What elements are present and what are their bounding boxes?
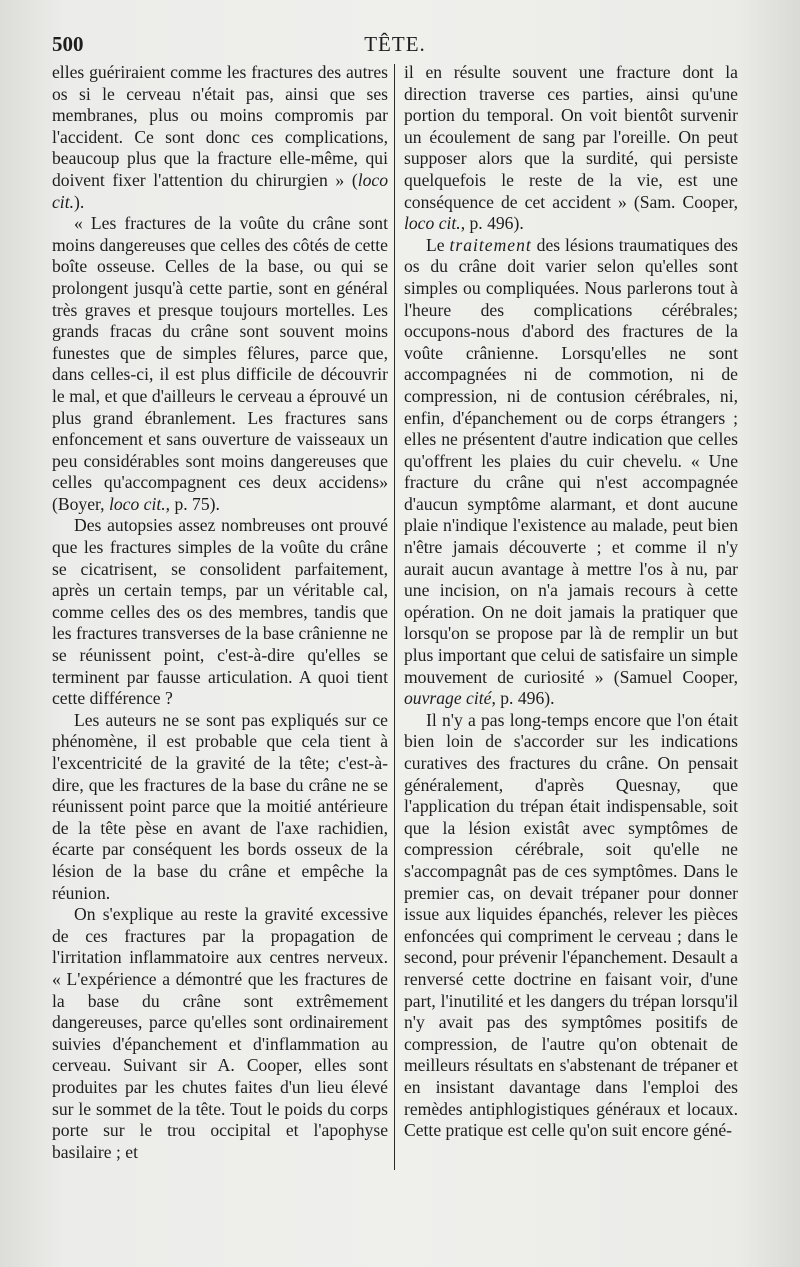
page-header: [50, 30, 740, 60]
text-run: , p. 496).: [460, 213, 524, 234]
italic-term: traitement: [449, 234, 532, 255]
running-title: TÊTE.: [364, 32, 426, 56]
italic-citation: loco cit.: [404, 213, 461, 234]
text-run: Des autopsies assez nombreuses ont prouvé que les fractures simples de la voûte du crâne se cicatrisent, se consolident parfaitement, après un certain temps, par un véritable cal, comme celles des os des membres, tandis que les fractures transverses de la base crânienne ne se réunissent point, c'est-à-dire qu'elles se terminent par fausse articulation. A quoi tient cette différence ?: [52, 515, 388, 709]
paragraph: [52, 710, 388, 904]
text-run: , p. 496).: [491, 688, 555, 709]
paragraph: [52, 515, 388, 709]
text-run: Il n'y a pas long-temps encore que l'on était bien loin de s'accorder sur les indications curatives des fractures du crâne. On pensait généralement, d'après Quesnay, que l'application du trépan était indispensable, soit que la lésion existât avec symptômes de compression cérébrale, soit qu'elle ne s'accompagnât pas de ces symptômes. Dans le premier cas, on devait trépaner pour donner issue aux liquides épanchés, relever les pièces enfoncées qui compriment le cerveau ; dans le second, pour prévenir l'épanchement. Desault a renversé cette doctrine en faisant voir, d'une part, l'inutilité et les dangers du trépan lorsqu'il n'y avait pas des symptômes positifs de compression, de l'autre qu'on obtenait de meilleurs résultats en s'abstenant de trépaner et en insistant davantage dans l'emploi des remèdes antiphlogistiques généraux et locaux. Cette pratique est celle qu'on suit encore géné-: [404, 709, 738, 1141]
paragraph: [404, 710, 738, 1142]
text-run: elles guériraient comme les fractures des autres os si le cerveau n'était pas, ainsi que ses membranes, plus ou moins compromis par l'accident. Ce sont donc ces complications, beaucoup plus que la fracture elle-même, qui doivent fixer l'attention du chirurgien » (: [52, 62, 388, 190]
italic-citation: loco cit.: [108, 493, 166, 514]
paragraph: [52, 213, 388, 515]
text-run: « Les fractures de la voûte du crâne sont moins dangereuses que celles des côtés de cette boîte osseuse. Celles de la base, ou qui se prolongent jusqu'à cette partie, sont en général très graves et presque toujours mortelles. Les grands fracas du crâne sont souvent moins funestes que de simples fêlures, parce que, dans celles-ci, il est plus difficile de découvrir le mal, et que d'ailleurs le cerveau a éprouvé un plus grand ébranlement. Les fractures sans enfoncement et sans ouverture de vaisseaux un peu considérables sont moins dangereuses que celles qu'accompagnent ces deux accidens» (Boyer,: [52, 213, 388, 514]
page-number: 500: [52, 32, 84, 56]
text-run: Les auteurs ne se sont pas expliqués sur ce phénomène, il est probable que cela tient à l'excentricité de la gravité de la tête; c'est-à-dire, que les fractures de la base du crâne ne se réunissent point parce que la moitié antérieure de la tête pèse en avant de l'axe rachidien, écarte par conséquent les bords osseux de la lésion de la base du crâne et empêche la réunion.: [52, 709, 388, 903]
text-run: On s'explique au reste la gravité excessive de ces fractures par la propagation de l'irritation inflammatoire aux centres nerveux. « L'expérience a démontré que les fractures de la base du crâne sont extrêmement dangereuses, parce qu'elles sont ordinairement suivies d'épanchement et d'inflammation au cerveau. Suivant sir A. Cooper, elles sont produites par les chutes faites d'un lieu élevé sur le sommet de la tête. Tout le poids du corps porte sur le trou occipital et l'apophyse basilaire ; et: [52, 904, 388, 1162]
paragraph: [52, 62, 388, 213]
paragraph: [404, 235, 738, 710]
text-run: il en résulte souvent une fracture dont la direction traverse ces parties, ainsi qu'une portion du temporal. On voit bientôt survenir un écoulement de sang par l'oreille. On peut supposer alors que la surdité, qui persiste quelquefois le reste de la vie, est une conséquence de cet accident » (Sam. Cooper,: [404, 62, 738, 212]
italic-citation: loco cit.: [52, 169, 388, 212]
text-run: , p. 75).: [165, 493, 220, 514]
text-run: ).: [73, 191, 85, 212]
text-run: Le: [426, 234, 450, 255]
left-column: [52, 62, 388, 1163]
paragraph: [404, 62, 738, 235]
right-column: [404, 62, 738, 1142]
text-run: des lésions traumatiques des os du crâne doit varier selon qu'elles sont simples ou compliquées. Nous parlerons tout à l'heure des complications cérébrales; occupons-nous d'abord des fractures de la voûte crânienne. Lorsqu'elles ne sont accompagnées ni de commotion, ni de compression, ni de contusion cérébrales, ni, enfin, d'épanchement ou de corps étrangers ; elles ne présentent d'autre indication que celles qu'offrent les plaies du cuir chevelu. « Une fracture du crâne qui n'est accompagnée d'aucun symptôme alarmant, et dont aucune plaie n'indique l'existence au malade, peut bien n'être jamais découverte ; et comme il n'y aurait aucun avantage à mettre l'os à nu, par une incision, on n'a jamais recours à cette opération. On ne doit jamais la pratiquer que lorsqu'on se propose par là de remplir un but plus important que celui de satisfaire un simple mouvement de curiosité » (Samuel Cooper,: [404, 234, 738, 687]
column-divider: [394, 64, 395, 1170]
italic-citation: ouvrage cité: [404, 688, 492, 709]
paragraph: [52, 904, 388, 1163]
